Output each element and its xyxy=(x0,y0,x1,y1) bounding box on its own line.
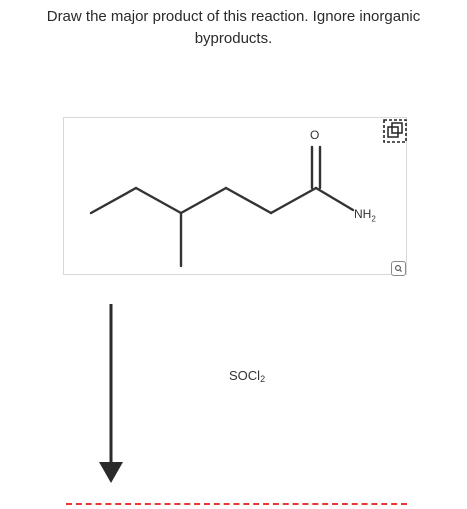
amine-label: NH xyxy=(354,207,372,221)
bond-6 xyxy=(271,188,316,213)
reagent-label xyxy=(229,368,265,384)
bond-5 xyxy=(226,188,271,213)
bond-2 xyxy=(136,188,181,213)
oxygen-atom-label: O xyxy=(310,128,320,142)
reactant-structure xyxy=(64,118,408,276)
reagent-main: SOCl xyxy=(229,368,261,383)
reagent-subscript: 2 xyxy=(260,374,266,384)
amine-subscript: 2 xyxy=(371,214,376,224)
question-text xyxy=(0,6,467,50)
zoom-icon xyxy=(392,262,405,275)
bond-7 xyxy=(316,188,353,210)
bond-1 xyxy=(91,188,136,213)
reactant-molecule-panel xyxy=(63,117,407,275)
zoom-button[interactable] xyxy=(391,261,406,276)
answer-drawing-area[interactable] xyxy=(66,503,407,505)
bond-4 xyxy=(181,188,226,213)
expand-button[interactable] xyxy=(382,118,408,144)
question-line-2: byproducts. xyxy=(194,30,273,47)
reaction-arrow xyxy=(96,302,126,486)
question-line-1: Draw the major product of this reaction. Ignore inorganic xyxy=(46,8,421,25)
expand-icon xyxy=(382,118,408,144)
amine-group-label xyxy=(354,207,376,223)
